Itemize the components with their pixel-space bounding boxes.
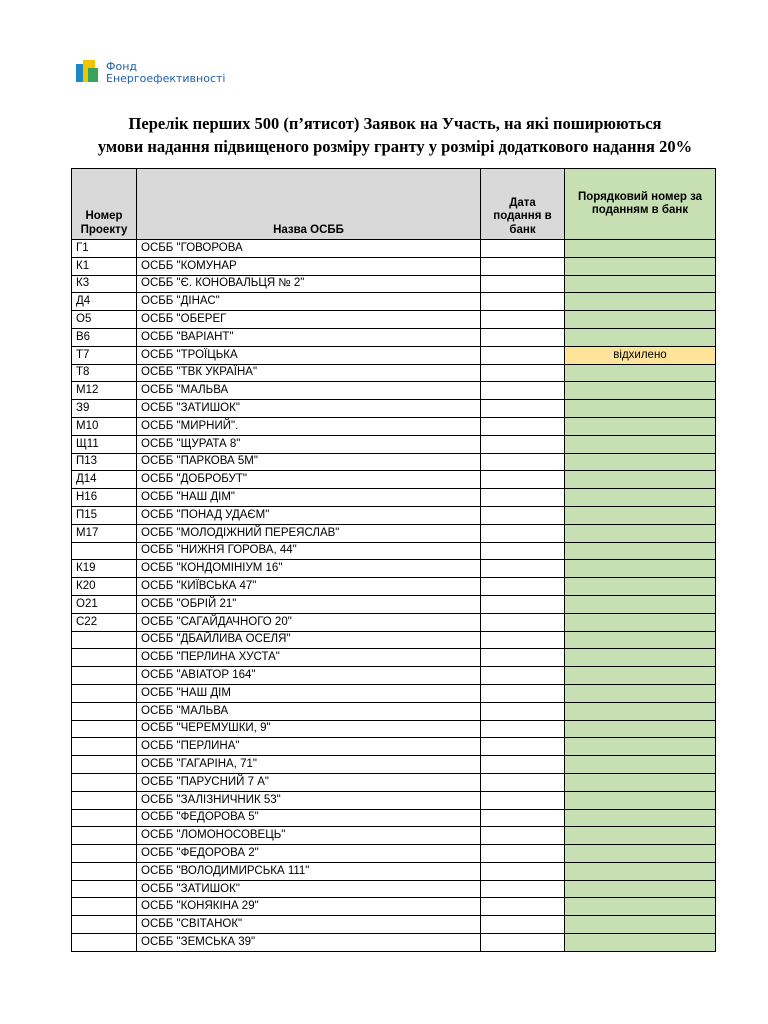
cell-project-number <box>72 827 137 845</box>
cell-bank-date <box>481 400 565 418</box>
cell-osbb-name: ОСББ "ТРОЇЦЬКА <box>137 346 481 364</box>
cell-osbb-name: ОСББ "ВАРІАНТ" <box>137 328 481 346</box>
cell-bank-date <box>481 435 565 453</box>
cell-project-number <box>72 720 137 738</box>
table-row <box>72 862 716 880</box>
cell-project-number <box>72 684 137 702</box>
cell-osbb-name: ОСББ "ВОЛОДИМИРСЬКА 111" <box>137 862 481 880</box>
table-row <box>72 756 716 774</box>
cell-order-number <box>565 827 716 845</box>
cell-bank-date <box>481 845 565 863</box>
cell-order-number <box>565 328 716 346</box>
cell-order-number <box>565 400 716 418</box>
cell-project-number: Щ11 <box>72 435 137 453</box>
cell-order-number <box>565 667 716 685</box>
cell-bank-date <box>481 613 565 631</box>
cell-order-number <box>565 257 716 275</box>
table-row <box>72 827 716 845</box>
cell-osbb-name: ОСББ "ЗАТИШОК" <box>137 400 481 418</box>
header-bank-date: Дата подання в банк <box>481 169 565 240</box>
cell-order-number <box>565 417 716 435</box>
table-row <box>72 417 716 435</box>
cell-osbb-name: ОСББ "ОБЕРЕГ <box>137 311 481 329</box>
table-row <box>72 809 716 827</box>
cell-order-number <box>565 471 716 489</box>
cell-bank-date <box>481 738 565 756</box>
cell-bank-date <box>481 934 565 952</box>
cell-osbb-name: ОСББ "АВІАТОР 164" <box>137 667 481 685</box>
cell-bank-date <box>481 595 565 613</box>
cell-osbb-name: ОСББ "ПЕРЛИНА ХУСТА" <box>137 649 481 667</box>
title-line1: Перелік перших 500 (п’ятисот) Заявок на Участь, на які поширюються <box>128 114 662 133</box>
cell-bank-date <box>481 506 565 524</box>
table-body <box>72 240 716 952</box>
table-row <box>72 631 716 649</box>
table-row <box>72 471 716 489</box>
cell-project-number <box>72 898 137 916</box>
cell-order-number: відхилено <box>565 346 716 364</box>
cell-order-number <box>565 524 716 542</box>
cell-bank-date <box>481 524 565 542</box>
table-row <box>72 364 716 382</box>
cell-osbb-name: ОСББ "МАЛЬВА <box>137 382 481 400</box>
cell-osbb-name: ОСББ "ПАРУСНИЙ 7 А" <box>137 773 481 791</box>
cell-bank-date <box>481 328 565 346</box>
cell-bank-date <box>481 702 565 720</box>
table-row <box>72 684 716 702</box>
logo-line2: Енергоефективності <box>106 72 226 85</box>
cell-project-number: О21 <box>72 595 137 613</box>
cell-osbb-name: ОСББ "Є. КОНОВАЛЬЦЯ № 2" <box>137 275 481 293</box>
cell-project-number <box>72 916 137 934</box>
cell-bank-date <box>481 453 565 471</box>
table-row <box>72 257 716 275</box>
table-row <box>72 435 716 453</box>
cell-bank-date <box>481 809 565 827</box>
cell-order-number <box>565 382 716 400</box>
cell-project-number: М12 <box>72 382 137 400</box>
cell-project-number: С22 <box>72 613 137 631</box>
cell-project-number <box>72 756 137 774</box>
cell-project-number <box>72 667 137 685</box>
logo <box>76 57 225 89</box>
cell-osbb-name: ОСББ "ПЕРЛИНА" <box>137 738 481 756</box>
cell-order-number <box>565 595 716 613</box>
cell-project-number: Т8 <box>72 364 137 382</box>
cell-osbb-name: ОСББ "КОМУНАР <box>137 257 481 275</box>
cell-project-number: К3 <box>72 275 137 293</box>
cell-project-number <box>72 809 137 827</box>
cell-order-number <box>565 578 716 596</box>
cell-project-number: К19 <box>72 560 137 578</box>
cell-osbb-name: ОСББ "ЧЕРЕМУШКИ, 9" <box>137 720 481 738</box>
cell-osbb-name: ОСББ "ПАРКОВА 5М" <box>137 453 481 471</box>
cell-osbb-name: ОСББ "МАЛЬВА <box>137 702 481 720</box>
cell-project-number <box>72 738 137 756</box>
cell-bank-date <box>481 756 565 774</box>
cell-osbb-name: ОСББ "ДІНАС" <box>137 293 481 311</box>
cell-bank-date <box>481 773 565 791</box>
cell-osbb-name: ОСББ "САГАЙДАЧНОГО 20" <box>137 613 481 631</box>
cell-order-number <box>565 275 716 293</box>
cell-order-number <box>565 240 716 258</box>
cell-bank-date <box>481 382 565 400</box>
energy-fund-logo-icon <box>76 58 102 88</box>
cell-order-number <box>565 631 716 649</box>
cell-osbb-name: ОСББ "НИЖНЯ ГОРОВА, 44" <box>137 542 481 560</box>
cell-osbb-name: ОСББ "ЗЕМСЬКА 39" <box>137 934 481 952</box>
cell-project-number <box>72 702 137 720</box>
cell-project-number: П13 <box>72 453 137 471</box>
cell-bank-date <box>481 880 565 898</box>
cell-bank-date <box>481 667 565 685</box>
table-row <box>72 293 716 311</box>
cell-bank-date <box>481 417 565 435</box>
cell-project-number <box>72 845 137 863</box>
cell-bank-date <box>481 311 565 329</box>
cell-project-number: К20 <box>72 578 137 596</box>
cell-bank-date <box>481 720 565 738</box>
cell-order-number <box>565 809 716 827</box>
header-osbb-name: Назва ОСББ <box>137 169 481 240</box>
table-row <box>72 275 716 293</box>
table-row <box>72 773 716 791</box>
table-row <box>72 702 716 720</box>
cell-order-number <box>565 542 716 560</box>
cell-bank-date <box>481 827 565 845</box>
table-row <box>72 328 716 346</box>
cell-project-number: Д14 <box>72 471 137 489</box>
cell-order-number <box>565 702 716 720</box>
cell-osbb-name: ОСББ "НАШ ДІМ <box>137 684 481 702</box>
cell-order-number <box>565 684 716 702</box>
cell-project-number <box>72 862 137 880</box>
cell-project-number: Д4 <box>72 293 137 311</box>
document-title <box>60 112 730 158</box>
cell-bank-date <box>481 862 565 880</box>
cell-order-number <box>565 845 716 863</box>
cell-osbb-name: ОСББ "ДБАЙЛИВА ОСЕЛЯ" <box>137 631 481 649</box>
logo-text <box>106 61 225 85</box>
table-row <box>72 453 716 471</box>
cell-bank-date <box>481 275 565 293</box>
table-row <box>72 595 716 613</box>
cell-project-number <box>72 649 137 667</box>
table-row <box>72 898 716 916</box>
cell-osbb-name: ОСББ "СВІТАНОК" <box>137 916 481 934</box>
cell-bank-date <box>481 649 565 667</box>
applications-table <box>71 168 716 952</box>
cell-order-number <box>565 293 716 311</box>
cell-osbb-name: ОСББ "МОЛОДІЖНИЙ ПЕРЕЯСЛАВ" <box>137 524 481 542</box>
cell-project-number: К1 <box>72 257 137 275</box>
cell-order-number <box>565 934 716 952</box>
table-row <box>72 578 716 596</box>
cell-bank-date <box>481 364 565 382</box>
cell-bank-date <box>481 293 565 311</box>
table-row <box>72 400 716 418</box>
cell-osbb-name: ОСББ "ФЕДОРОВА 5" <box>137 809 481 827</box>
cell-bank-date <box>481 489 565 507</box>
cell-project-number <box>72 934 137 952</box>
table-row <box>72 382 716 400</box>
cell-order-number <box>565 435 716 453</box>
cell-order-number <box>565 364 716 382</box>
table-row <box>72 880 716 898</box>
table-row <box>72 542 716 560</box>
cell-osbb-name: ОСББ "ГАГАРІНА, 71" <box>137 756 481 774</box>
cell-project-number: Н16 <box>72 489 137 507</box>
cell-bank-date <box>481 240 565 258</box>
cell-osbb-name: ОСББ "КОНДОМІНІУМ 16" <box>137 560 481 578</box>
table-row <box>72 845 716 863</box>
table-header-row <box>72 169 716 240</box>
cell-order-number <box>565 898 716 916</box>
table-row <box>72 649 716 667</box>
table-row <box>72 346 716 364</box>
table-row <box>72 240 716 258</box>
table-row <box>72 506 716 524</box>
table-row <box>72 613 716 631</box>
cell-bank-date <box>481 684 565 702</box>
cell-order-number <box>565 613 716 631</box>
cell-project-number <box>72 791 137 809</box>
cell-osbb-name: ОСББ "ГОВОРОВА <box>137 240 481 258</box>
cell-order-number <box>565 791 716 809</box>
cell-order-number <box>565 453 716 471</box>
cell-order-number <box>565 756 716 774</box>
cell-bank-date <box>481 471 565 489</box>
cell-order-number <box>565 489 716 507</box>
logo-line1: Фонд <box>106 60 137 73</box>
cell-osbb-name: ОСББ "ПОНАД УДАЄМ" <box>137 506 481 524</box>
cell-bank-date <box>481 346 565 364</box>
table-row <box>72 720 716 738</box>
cell-project-number <box>72 631 137 649</box>
table-row <box>72 738 716 756</box>
table-row <box>72 489 716 507</box>
cell-bank-date <box>481 791 565 809</box>
cell-order-number <box>565 311 716 329</box>
cell-project-number <box>72 880 137 898</box>
cell-order-number <box>565 862 716 880</box>
cell-bank-date <box>481 898 565 916</box>
cell-project-number: В6 <box>72 328 137 346</box>
cell-project-number: О5 <box>72 311 137 329</box>
cell-order-number <box>565 916 716 934</box>
cell-bank-date <box>481 631 565 649</box>
table-row <box>72 791 716 809</box>
cell-bank-date <box>481 560 565 578</box>
header-order-number: Порядковий номер за поданням в банк <box>565 169 716 240</box>
cell-osbb-name: ОСББ "ДОБРОБУТ" <box>137 471 481 489</box>
cell-osbb-name: ОСББ "КИЇВСЬКА 47" <box>137 578 481 596</box>
cell-osbb-name: ОСББ "ОБРІЙ 21" <box>137 595 481 613</box>
cell-osbb-name: ОСББ "ЩУРАТА 8" <box>137 435 481 453</box>
cell-bank-date <box>481 257 565 275</box>
cell-osbb-name: ОСББ "ЗАТИШОК" <box>137 880 481 898</box>
table-row <box>72 916 716 934</box>
cell-project-number: П15 <box>72 506 137 524</box>
cell-project-number: М10 <box>72 417 137 435</box>
table-row <box>72 311 716 329</box>
cell-project-number: З9 <box>72 400 137 418</box>
cell-osbb-name: ОСББ "ЗАЛІЗНИЧНИК 53" <box>137 791 481 809</box>
table-row <box>72 560 716 578</box>
header-project-number: Номер Проекту <box>72 169 137 240</box>
cell-project-number <box>72 542 137 560</box>
table-row <box>72 934 716 952</box>
cell-bank-date <box>481 542 565 560</box>
cell-project-number: Г1 <box>72 240 137 258</box>
cell-order-number <box>565 880 716 898</box>
cell-osbb-name: ОСББ "ТВК УКРАЇНА" <box>137 364 481 382</box>
cell-order-number <box>565 506 716 524</box>
cell-bank-date <box>481 578 565 596</box>
cell-order-number <box>565 738 716 756</box>
cell-osbb-name: ОСББ "ЛОМОНОСОВЕЦЬ" <box>137 827 481 845</box>
cell-osbb-name: ОСББ "НАШ ДІМ" <box>137 489 481 507</box>
cell-order-number <box>565 560 716 578</box>
cell-bank-date <box>481 916 565 934</box>
table-row <box>72 524 716 542</box>
title-line2: умови надання підвищеного розміру гранту у розмірі додаткового надання 20% <box>97 137 693 156</box>
cell-project-number: М17 <box>72 524 137 542</box>
cell-order-number <box>565 649 716 667</box>
cell-order-number <box>565 720 716 738</box>
cell-osbb-name: ОСББ "ФЕДОРОВА 2" <box>137 845 481 863</box>
cell-order-number <box>565 773 716 791</box>
cell-osbb-name: ОСББ "МИРНИЙ". <box>137 417 481 435</box>
cell-project-number <box>72 773 137 791</box>
cell-project-number: Т7 <box>72 346 137 364</box>
table-row <box>72 667 716 685</box>
cell-osbb-name: ОСББ "КОНЯКІНА 29" <box>137 898 481 916</box>
